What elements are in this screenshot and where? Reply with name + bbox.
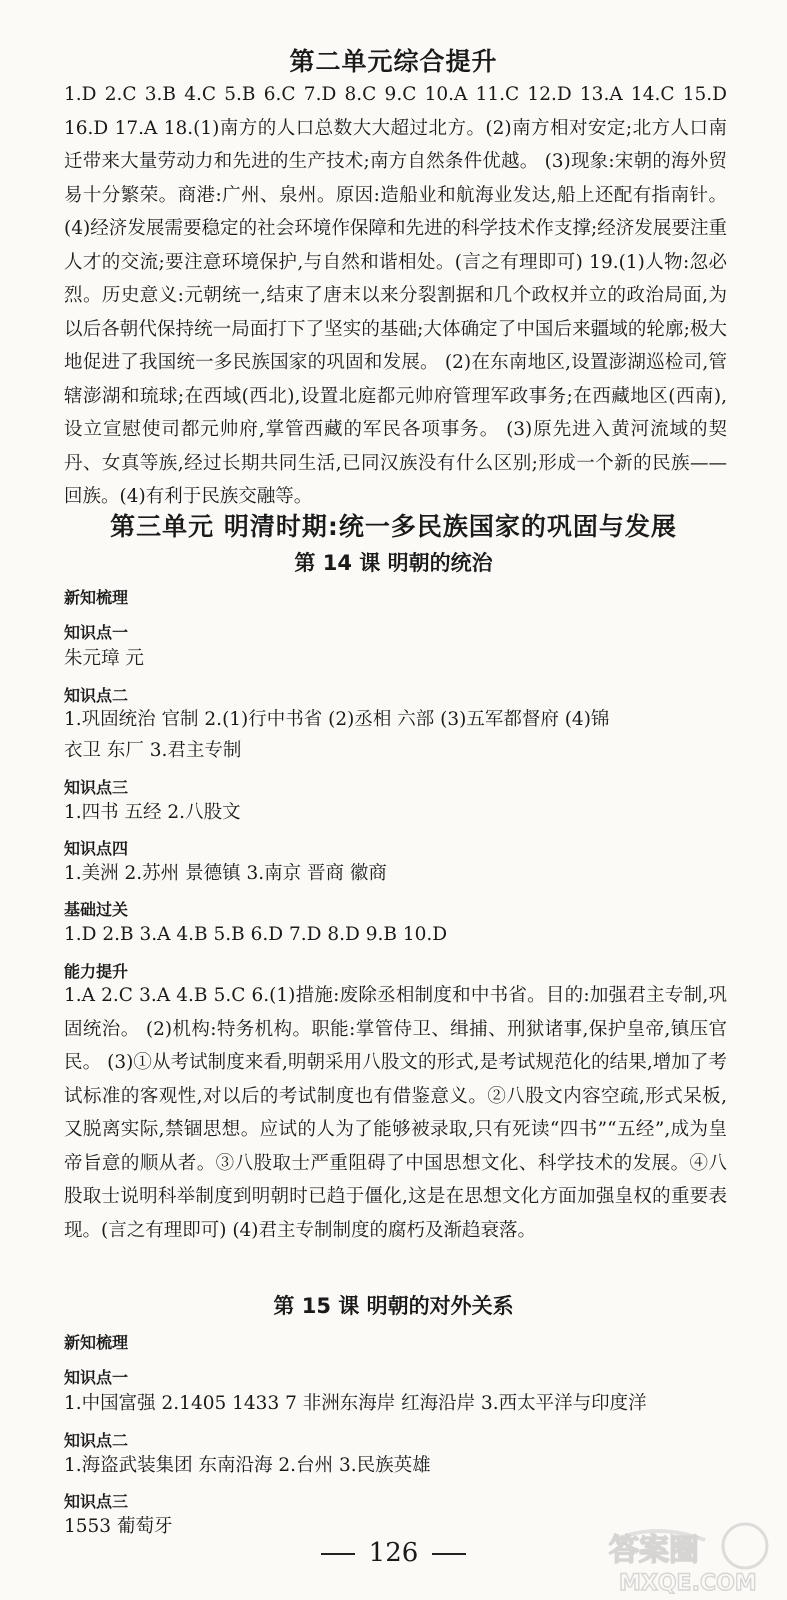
lesson15-k1-heading: 知识点一 bbox=[64, 1368, 129, 1387]
watermark-brand: 答案圈 bbox=[609, 1533, 699, 1568]
watermark-url: MXQE.COM bbox=[619, 1571, 757, 1595]
lesson15-k2-heading: 知识点二 bbox=[64, 1431, 129, 1450]
lesson14-jichu-heading: 基础过关 bbox=[64, 900, 129, 919]
lesson15-k3-answer: 1553 葡萄牙 bbox=[64, 1516, 173, 1537]
lesson14-k2-heading: 知识点二 bbox=[64, 686, 129, 705]
lesson15-xinzhi-heading: 新知梳理 bbox=[64, 1333, 129, 1352]
page-number-value: 126 bbox=[368, 1538, 419, 1568]
lesson14-nengli-heading: 能力提升 bbox=[64, 962, 129, 981]
lesson15-title: 第 15 课 明朝的对外关系 bbox=[273, 1294, 514, 1318]
unit2-answers: 1.D 2.C 3.B 4.C 5.B 6.C 7.D 8.C 9.C 10.A 11.C 12.D 13.A 14.C 15.D 16.D 17.A 18.(1)南方的人口总数大大超过北方。(2)南方相对安定;北方人口南迁带来大量劳动力和先进的生产技术;南方自然条件优越。 (3)现象:宋朝的海外贸易十分繁荣。商港:广州、泉州。原因:造船业和航海业发达,船上还配有指南针。 (4)经济发展需要稳定的社会环境作保障和先进的科学技术作支撑;经济发展要注重人才的交流;要注意环境保护,与自然和谐相处。(言之有理即可) 19.(1)人物:忽必烈。历史意义:元朝统一,结束了唐末以来分裂割据和几个政权并立的政治局面,为以后各朝代保持统一局面打下了坚实的基础;大体确定了中国后来疆域的轮廓;极大地促进了我国统一多民族国家的巩固和发展。 (2)在东南地区,设置澎湖巡检司,管辖澎湖和琉球;在西域(西北),设置北庭都元帅府管理军政事务;在西藏地区(西南),设立宣慰使司都元帅府,掌管西藏的军民各项事务。 (3)原先进入黄河流域的契丹、女真等族,经过长期共同生活,已同汉族没有什么区别;形成一个新的民族——回族。(4)有利于民族交融等。 bbox=[64, 84, 727, 507]
lesson14-jichu-answer: 1.D 2.B 3.A 4.B 5.B 6.D 7.D 8.D 9.B 10.D bbox=[64, 924, 448, 945]
lesson14-k2-answer-line1: 1.巩固统治 官制 2.(1)行中书省 (2)丞相 六部 (3)五军都督府 (4)锦 bbox=[64, 709, 610, 730]
lesson14-k4-answer: 1.美洲 2.苏州 景德镇 3.南京 晋商 徽商 bbox=[64, 863, 387, 884]
lesson14-k1-answer: 朱元璋 元 bbox=[64, 648, 144, 669]
watermark-logo bbox=[595, 1520, 775, 1595]
lesson14-k3-answer: 1.四书 五经 2.八股文 bbox=[64, 802, 241, 823]
lesson14-k2-answer-line2: 衣卫 东厂 3.君主专制 bbox=[64, 740, 242, 761]
lesson15-k3-heading: 知识点三 bbox=[64, 1492, 129, 1511]
lesson14-k1-heading: 知识点一 bbox=[64, 623, 129, 642]
lesson15-k2-answer: 1.海盗武装集团 东南沿海 2.台州 3.民族英雄 bbox=[64, 1455, 431, 1476]
unit2-title: 第二单元综合提升 bbox=[289, 47, 498, 76]
lesson14-xinzhi-heading: 新知梳理 bbox=[64, 588, 129, 607]
page-number-left-dash bbox=[321, 1553, 355, 1555]
unit3-title: 第三单元 明清时期:统一多民族国家的巩固与发展 bbox=[110, 512, 677, 541]
lesson14-k3-heading: 知识点三 bbox=[64, 778, 129, 797]
lesson14-k4-heading: 知识点四 bbox=[64, 839, 129, 858]
lesson15-k1-answer: 1.中国富强 2.1405 1433 7 非洲东海岸 红海沿岸 3.西太平洋与印度洋 bbox=[64, 1393, 647, 1414]
page-number-right-dash bbox=[432, 1553, 466, 1555]
lesson14-title: 第 14 课 明朝的统治 bbox=[294, 551, 493, 575]
lesson14-nengli-answer: 1.A 2.C 3.A 4.B 5.C 6.(1)措施:废除丞相制度和中书省。目的:加强君主专制,巩固统治。 (2)机构:特务机构。职能:掌管侍卫、缉捕、刑狱诸事,保护皇帝,镇压官民。 (3)①从考试制度来看,明朝采用八股文的形式,是考试规范化的结果,增加了考试标准的客观性,对以后的考试制度也有借鉴意义。②八股文内容空疏,形式呆板,又脱离实际,禁锢思想。应试的人为了能够被录取,只有死读“四书”“五经”,成为皇帝旨意的顺从者。③八股取士严重阻碍了中国思想文化、科学技术的发展。④八股取士说明科举制度到明朝时已趋于僵化,这是在思想文化方面加强皇权的重要表现。(言之有理即可) (4)君主专制制度的腐朽及渐趋衰落。 bbox=[64, 985, 727, 1241]
